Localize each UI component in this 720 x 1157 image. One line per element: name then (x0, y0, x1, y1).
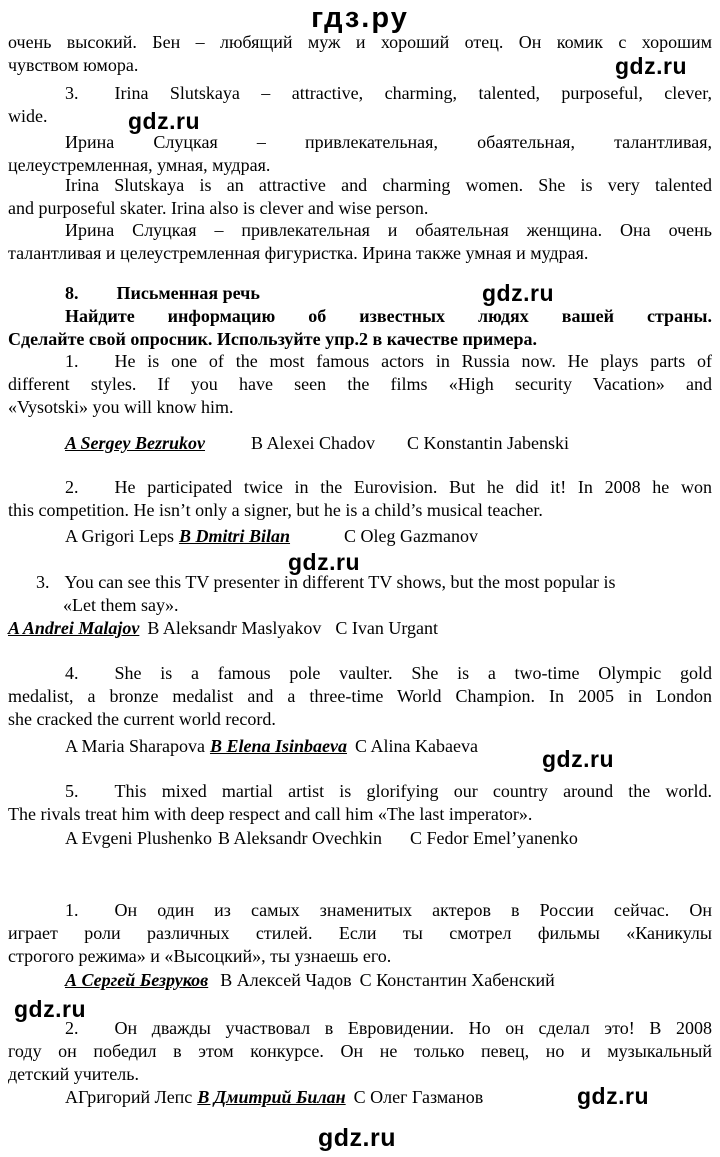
text-line: Ирина Слуцкая – привлекательная, обаятельная, талантливая, (65, 132, 712, 152)
option-b-answer: В Дмитрий Билан (197, 1087, 346, 1107)
text-line: «Let them say». (63, 595, 179, 615)
paragraph-item3-en-sentence (8, 174, 712, 220)
text-segment: This mixed martial artist is glorifying our country around the world. (114, 781, 712, 801)
paragraph-item3-ru-adjectives (8, 131, 712, 177)
text-line (8, 82, 712, 105)
task-number: 8. (65, 283, 79, 303)
question-3-en (8, 571, 712, 617)
options-row-q2 (8, 525, 712, 548)
text-line: different styles. If you have seen the films «High security Vacation» and (8, 374, 712, 394)
option-c: C Oleg Gazmanov (344, 526, 478, 546)
question-1-ru (8, 899, 712, 968)
question-5-en (8, 780, 712, 826)
gdz-watermark: gdz.ru (14, 996, 86, 1022)
option-c: С Константин Хабенский (359, 970, 555, 990)
text-line: she cracked the current world record. (8, 709, 276, 729)
paragraph-item3-en-adjectives (8, 82, 712, 128)
text-segment: Он дважды участвовал в Евровидении. Но он сделал это! В 2008 (114, 1018, 712, 1038)
text-segment: He participated twice in the Eurovision. But he did it! In 2008 he won (114, 477, 712, 497)
text-line (8, 899, 712, 922)
options-row-q4 (8, 735, 712, 758)
text-line (8, 1017, 712, 1040)
option-c: C Konstantin Jabenski (407, 433, 570, 453)
paragraph-ben-ru (8, 31, 712, 77)
gdz-watermark: gdz.ru (482, 280, 554, 306)
text-line (8, 476, 712, 499)
question-number: 3. (36, 572, 50, 592)
question-number: 2. (65, 1018, 79, 1038)
option-a-answer: A Andrei Malajov (8, 618, 140, 638)
option-b-answer: B Dmitri Bilan (178, 526, 291, 546)
text-line: wide. (8, 106, 48, 126)
option-c: C Fedor Emel’yanenko (409, 828, 578, 848)
question-number: 5. (65, 781, 79, 801)
text-segment: You can see this TV presenter in different TV shows, but the most popular is (64, 572, 616, 592)
site-logo-text: гдз.ру (311, 2, 409, 34)
option-a: A Maria Sharapova (65, 736, 205, 756)
task-title: Письменная речь (116, 283, 260, 303)
text-line (8, 350, 712, 373)
text-line (8, 282, 712, 305)
question-1-en (8, 350, 712, 419)
paragraph-item3-ru-sentence (8, 219, 712, 265)
option-a-answer: A Sergey Bezrukov (65, 433, 206, 453)
text-segment: Он один из самых знаменитых актеров в России сейчас. Он (114, 900, 712, 920)
option-c: C Ivan Urgant (335, 618, 438, 638)
question-number: 4. (65, 663, 79, 683)
text-line (8, 780, 712, 803)
question-number: 1. (65, 351, 79, 371)
text-segment: He is one of the most famous actors in Russia now. He plays parts of (114, 351, 712, 371)
question-number: 1. (65, 900, 79, 920)
text-line: Ирина Слуцкая – привлекательная и обаятельная женщина. Она очень (65, 220, 712, 240)
text-segment: Irina Slutskaya – attractive, charming, talented, purposeful, clever, (114, 83, 712, 103)
text-line: «Vysotski» you will know him. (8, 397, 234, 417)
text-line: Irina Slutskaya is an attractive and charming women. She is very talented (65, 175, 712, 195)
gdz-watermark: gdz.ru (318, 1124, 396, 1152)
option-b: B Alexei Chadov (251, 433, 376, 453)
option-b: В Алексей Чадов (220, 970, 352, 990)
text-line: играет роли различных стилей. Если ты смотрел фильмы «Каникулы (8, 923, 712, 943)
task8-heading (8, 282, 712, 305)
gdz-watermark: gdz.ru (615, 53, 687, 79)
gdz-watermark: gdz.ru (288, 549, 360, 575)
text-line: medalist, a bronze medalist and a three-time World Champion. In 2005 in London (8, 686, 712, 706)
option-b: B Aleksandr Ovechkin (218, 828, 382, 848)
text-line: строгого режима» и «Высоцкий», ты узнаешь его. (8, 946, 392, 966)
option-c: С Олег Газманов (353, 1087, 484, 1107)
text-line: талантливая и целеустремленная фигуристка. Ирина также умная и мудрая. (8, 243, 589, 263)
option-b: B Aleksandr Maslyakov (147, 618, 322, 638)
gdz-watermark: gdz.ru (128, 108, 200, 134)
question-4-en (8, 662, 712, 731)
options-row-r1 (8, 969, 712, 992)
text-line (8, 662, 712, 685)
question-2-ru (8, 1017, 712, 1086)
gdz-watermark: gdz.ru (542, 746, 614, 772)
option-a: АГригорий Лепс (65, 1087, 193, 1107)
text-line: Сделайте свой опросник. Используйте упр.2 в качестве примера. (8, 329, 538, 349)
text-line: and purposeful skater. Irina also is clever and wise person. (8, 198, 429, 218)
option-c: C Alina Kabaeva (354, 736, 478, 756)
text-line: целеустремленная, умная, мудрая. (8, 155, 271, 175)
text-segment: She is a famous pole vaulter. She is a two-time Olympic gold (114, 663, 712, 683)
gdz-watermark: gdz.ru (577, 1083, 649, 1109)
text-line: году он победил в этом конкурсе. Он не только певец, но и музыкальный (8, 1041, 712, 1061)
text-line: детский учитель. (8, 1064, 139, 1084)
options-row-q5 (8, 827, 712, 850)
task8-instruction (8, 305, 712, 351)
options-row-q3 (8, 617, 712, 640)
question-number: 2. (65, 477, 79, 497)
option-a: A Grigori Leps (65, 526, 174, 546)
text-line: чувством юмора. (8, 55, 139, 75)
text-line: The rivals treat him with deep respect and call him «The last imperator». (8, 804, 533, 824)
text-line: очень высокий. Бен – любящий муж и хороший отец. Он комик с хорошим (8, 32, 712, 52)
item-number: 3. (65, 83, 79, 103)
option-b-answer: B Elena Isinbaeva (209, 736, 347, 756)
option-a: A Evgeni Plushenko (65, 828, 212, 848)
text-line (36, 571, 712, 594)
options-row-r2 (8, 1086, 712, 1109)
option-a-answer: А Сергей Безруков (65, 970, 209, 990)
question-2-en (8, 476, 712, 522)
text-line: this competition. He isn’t only a signer, but he is a child’s musical teacher. (8, 500, 543, 520)
options-row-q1 (8, 432, 712, 455)
text-line: Найдите информацию об известных людях вашей страны. (65, 306, 712, 326)
